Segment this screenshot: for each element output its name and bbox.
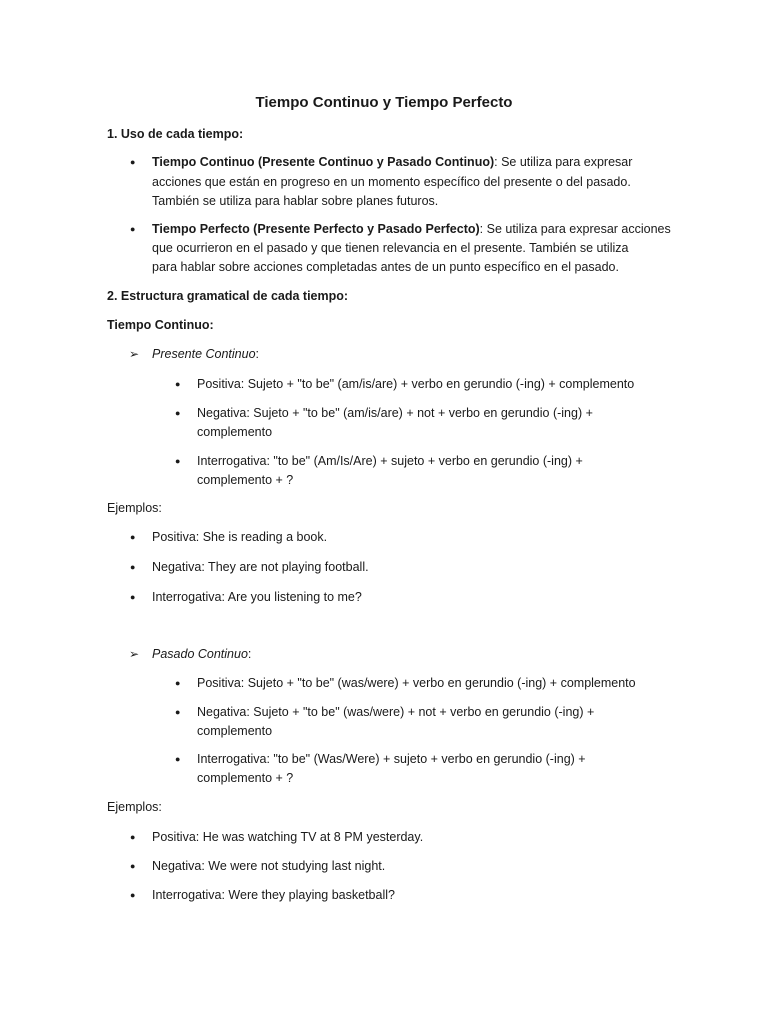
presente-rule-negativa: Negativa: Sujeto + "to be" (am/is/are) + not + verbo en gerundio (-ing) +: [197, 406, 593, 420]
pasado-continuo-label: [152, 645, 251, 664]
pasado-rule-interrogativa: Interrogativa: "to be" (Was/Were) + sujeto + verbo en gerundio (-ing) +: [197, 752, 586, 766]
bullet-icon: ●: [130, 532, 136, 542]
usage-text: acciones que están en progreso en un momento específico del presente o del pasado.: [152, 175, 631, 189]
presente-rule-interrogativa-cont: complemento + ?: [197, 473, 294, 487]
pasado-rule-interrogativa-cont: complemento + ?: [197, 771, 294, 785]
presente-continuo-label: [152, 345, 259, 364]
arrow-bullet-icon: ➢: [129, 347, 140, 361]
usage-text: : Se utiliza para expresar: [494, 155, 633, 169]
subheading-tiempo-continuo: Tiempo Continuo:: [107, 318, 214, 332]
presente-continuo-title: Presente Continuo: [152, 347, 256, 361]
bullet-icon: ●: [175, 678, 181, 688]
bullet-icon: ●: [175, 408, 181, 418]
usage-term: Tiempo Continuo (Presente Continuo y Pasado Continuo): [152, 155, 495, 169]
label-colon: :: [255, 347, 260, 361]
presente-rule-interrogativa: Interrogativa: "to be" (Am/Is/Are) + sujeto + verbo en gerundio (-ing) +: [197, 454, 583, 468]
pasado-example: Interrogativa: Were they playing basketball?: [152, 888, 395, 902]
bullet-icon: ●: [130, 157, 136, 167]
usage-item-continuo: [152, 153, 632, 172]
bullet-icon: ●: [175, 456, 181, 466]
pasado-example: Negativa: We were not studying last night.: [152, 859, 386, 873]
usage-text: : Se utiliza para expresar acciones: [479, 222, 671, 236]
usage-text: que ocurrieron en el pasado y que tienen relevancia en el presente. También se utiliza: [152, 241, 629, 255]
presente-example: Interrogativa: Are you listening to me?: [152, 590, 362, 604]
presente-rule-positiva: Positiva: Sujeto + "to be" (am/is/are) + verbo en gerundio (-ing) + complemento: [197, 377, 635, 391]
usage-text: para hablar sobre acciones completadas antes de un punto específico en el pasado.: [152, 260, 619, 274]
page-title: Tiempo Continuo y Tiempo Perfecto: [255, 94, 513, 111]
examples-label: Ejemplos:: [107, 501, 162, 515]
bullet-icon: ●: [175, 379, 181, 389]
bullet-icon: ●: [130, 592, 136, 602]
bullet-icon: ●: [130, 832, 136, 842]
bullet-icon: ●: [130, 224, 136, 234]
usage-text: También se utiliza para hablar sobre planes futuros.: [152, 194, 439, 208]
usage-term: Tiempo Perfecto (Presente Perfecto y Pasado Perfecto): [152, 222, 480, 236]
pasado-rule-positiva: Positiva: Sujeto + "to be" (was/were) + verbo en gerundio (-ing) + complemento: [197, 676, 636, 690]
presente-example: Positiva: She is reading a book.: [152, 530, 328, 544]
pasado-rule-negativa-cont: complemento: [197, 724, 273, 738]
presente-rule-negativa-cont: complemento: [197, 425, 273, 439]
arrow-bullet-icon: ➢: [129, 647, 140, 661]
pasado-example: Positiva: He was watching TV at 8 PM yesterday.: [152, 830, 424, 844]
presente-example: Negativa: They are not playing football.: [152, 560, 369, 574]
bullet-icon: ●: [175, 754, 181, 764]
label-colon: :: [247, 647, 252, 661]
section2-heading: 2. Estructura gramatical de cada tiempo:: [107, 289, 349, 303]
bullet-icon: ●: [130, 861, 136, 871]
bullet-icon: ●: [130, 562, 136, 572]
bullet-icon: ●: [130, 890, 136, 900]
pasado-continuo-title: Pasado Continuo: [152, 647, 248, 661]
examples-label: Ejemplos:: [107, 800, 162, 814]
bullet-icon: ●: [175, 707, 181, 717]
usage-item-perfecto: [152, 220, 671, 239]
pasado-rule-negativa: Negativa: Sujeto + "to be" (was/were) + not + verbo en gerundio (-ing) +: [197, 705, 595, 719]
section1-heading: 1. Uso de cada tiempo:: [107, 127, 244, 141]
